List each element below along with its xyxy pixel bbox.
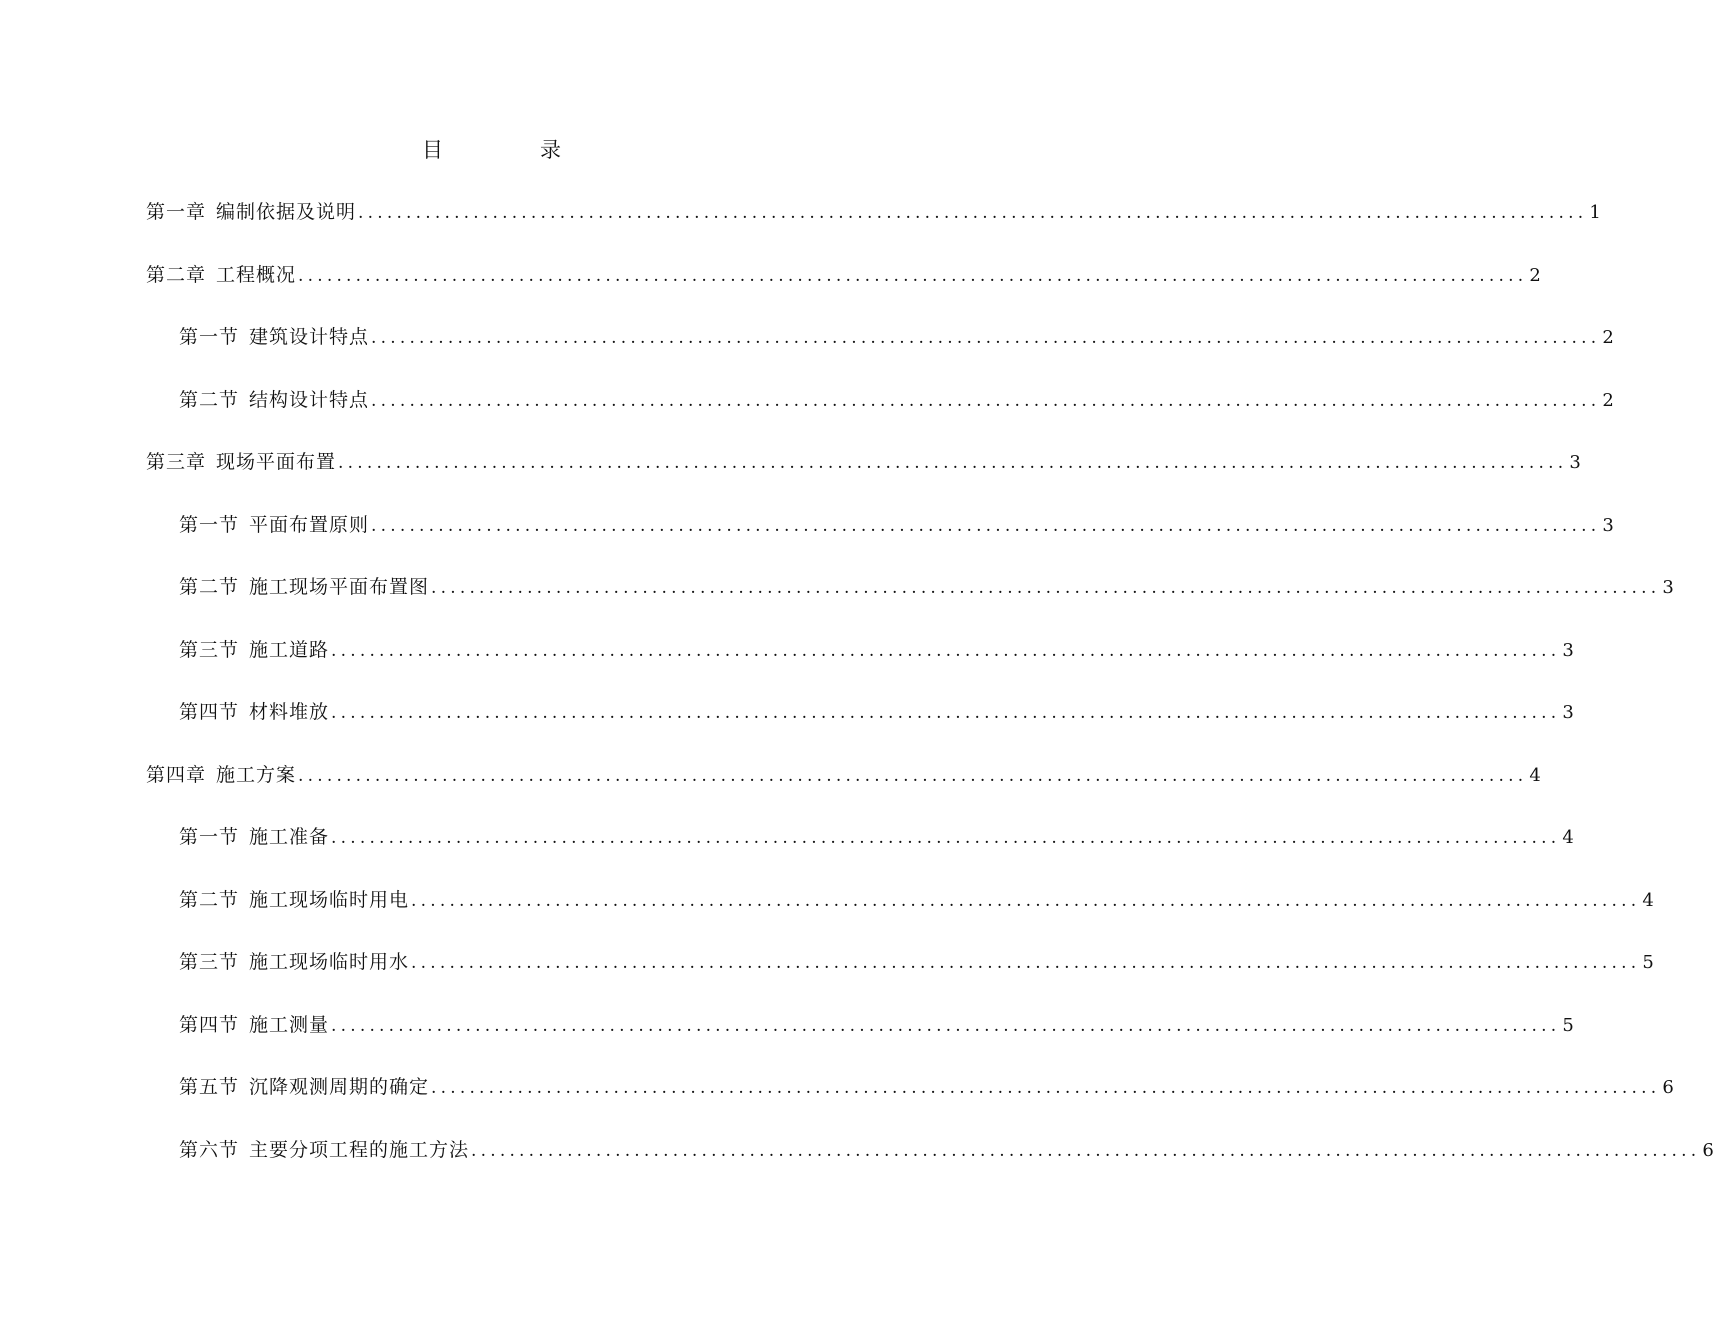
toc-entry-page-number: 3 bbox=[1562, 639, 1574, 661]
toc-entry[interactable] bbox=[179, 696, 1574, 728]
toc-entry-page-number: 6 bbox=[1702, 1139, 1714, 1161]
toc-entry-label: 主要分项工程的施工方法 bbox=[249, 1138, 470, 1161]
toc-entry-label: 现场平面布置 bbox=[216, 451, 337, 473]
toc-entry-prefix: 第一章 bbox=[146, 201, 207, 223]
toc-entry-label: 建筑设计特点 bbox=[249, 326, 370, 348]
toc-entry-label: 施工现场临时用电 bbox=[249, 888, 410, 911]
toc-entry-leader: ................................................................................................................................ bbox=[298, 265, 1528, 286]
toc-entry-leader: ................................................................................................................................ bbox=[411, 953, 1641, 973]
toc-entry[interactable] bbox=[179, 946, 1654, 978]
toc-entry-leader: ................................................................................................................................ bbox=[298, 765, 1528, 786]
toc-entry-prefix: 第一节 bbox=[179, 826, 240, 848]
toc-entry-prefix: 第二节 bbox=[179, 388, 240, 411]
toc-entry-leader: ................................................................................................................................ bbox=[371, 390, 1601, 411]
toc-entry-prefix: 第三节 bbox=[179, 951, 240, 973]
toc-entry-prefix: 第二节 bbox=[179, 888, 240, 911]
toc-entry[interactable] bbox=[179, 821, 1574, 853]
toc-entry[interactable] bbox=[179, 571, 1674, 603]
toc-entry-leader: ................................................................................................................................ bbox=[431, 578, 1661, 598]
toc-entry-prefix: 第四节 bbox=[179, 701, 240, 723]
toc-entry-label: 施工现场平面布置图 bbox=[249, 576, 430, 598]
toc-entry-page-number: 6 bbox=[1662, 1077, 1674, 1098]
toc-entry-leader: ................................................................................................................................ bbox=[371, 328, 1601, 348]
toc-entry-page-number: 3 bbox=[1569, 452, 1581, 473]
toc-entry[interactable] bbox=[179, 1134, 1714, 1166]
toc-entry[interactable] bbox=[146, 196, 1601, 228]
toc-entry-label: 沉降观测周期的确定 bbox=[249, 1076, 430, 1098]
toc-entry-prefix: 第三章 bbox=[146, 451, 207, 473]
toc-entry[interactable] bbox=[179, 509, 1614, 541]
toc-entry-page-number: 5 bbox=[1562, 1014, 1574, 1036]
toc-entry[interactable] bbox=[146, 446, 1581, 478]
toc-entry-label: 平面布置原则 bbox=[249, 513, 370, 536]
toc-entry-prefix: 第一节 bbox=[179, 326, 240, 348]
toc-entry-page-number: 1 bbox=[1589, 202, 1601, 223]
toc-entry-label: 施工测量 bbox=[249, 1013, 330, 1036]
toc-entry-page-number: 3 bbox=[1602, 514, 1614, 536]
toc-entry-prefix: 第二节 bbox=[179, 576, 240, 598]
toc-entry[interactable] bbox=[146, 259, 1541, 291]
toc-entry-leader: ................................................................................................................................ bbox=[431, 1078, 1661, 1098]
toc-entry-leader: ................................................................................................................................ bbox=[331, 640, 1561, 661]
toc-entry-page-number: 2 bbox=[1602, 389, 1614, 411]
toc-entry-page-number: 3 bbox=[1662, 577, 1674, 598]
toc-entry-label: 编制依据及说明 bbox=[216, 201, 357, 223]
toc-entry-leader: ................................................................................................................................ bbox=[358, 203, 1588, 223]
toc-entry-label: 施工准备 bbox=[249, 826, 330, 848]
toc-entry-page-number: 4 bbox=[1562, 827, 1574, 848]
toc-entry-prefix: 第三节 bbox=[179, 638, 240, 661]
toc-entry-prefix: 第一节 bbox=[179, 513, 240, 536]
toc-entry[interactable] bbox=[179, 884, 1654, 916]
toc-entry-leader: ................................................................................................................................ bbox=[471, 1140, 1701, 1161]
toc-entry-page-number: 4 bbox=[1642, 889, 1654, 911]
toc-entry-leader: ................................................................................................................................ bbox=[331, 703, 1561, 723]
toc-entry-label: 工程概况 bbox=[216, 263, 297, 286]
toc-title-char-2: 录 bbox=[540, 138, 562, 162]
toc-entry[interactable] bbox=[179, 634, 1574, 666]
toc-entry-leader: ................................................................................................................................ bbox=[331, 1015, 1561, 1036]
toc-entry-leader: ................................................................................................................................ bbox=[371, 515, 1601, 536]
toc-entry-page-number: 3 bbox=[1562, 702, 1574, 723]
toc-entry-label: 结构设计特点 bbox=[249, 388, 370, 411]
toc-entry[interactable] bbox=[179, 384, 1614, 416]
toc-entry-page-number: 2 bbox=[1529, 264, 1541, 286]
toc-title bbox=[0, 134, 984, 164]
toc-entry[interactable] bbox=[179, 1071, 1674, 1103]
toc-entry-prefix: 第五节 bbox=[179, 1076, 240, 1098]
toc-entry-page-number: 2 bbox=[1602, 327, 1614, 348]
toc-entry-leader: ................................................................................................................................ bbox=[331, 828, 1561, 848]
toc-entry-prefix: 第六节 bbox=[179, 1138, 240, 1161]
toc-entry[interactable] bbox=[146, 759, 1541, 791]
toc-entry-label: 材料堆放 bbox=[249, 701, 330, 723]
toc-entry-prefix: 第二章 bbox=[146, 263, 207, 286]
toc-entry-page-number: 5 bbox=[1642, 952, 1654, 973]
toc-entry-prefix: 第四节 bbox=[179, 1013, 240, 1036]
toc-title-char-1: 目 bbox=[422, 138, 444, 162]
toc-entry-label: 施工方案 bbox=[216, 763, 297, 786]
toc-entry-leader: ................................................................................................................................ bbox=[411, 890, 1641, 911]
toc-entry[interactable] bbox=[179, 1009, 1574, 1041]
toc-entry-prefix: 第四章 bbox=[146, 763, 207, 786]
toc-entry-leader: ................................................................................................................................ bbox=[338, 453, 1568, 473]
toc-entry-page-number: 4 bbox=[1529, 764, 1541, 786]
toc-entry[interactable] bbox=[179, 321, 1614, 353]
toc-entry-label: 施工现场临时用水 bbox=[249, 951, 410, 973]
toc-entry-label: 施工道路 bbox=[249, 638, 330, 661]
